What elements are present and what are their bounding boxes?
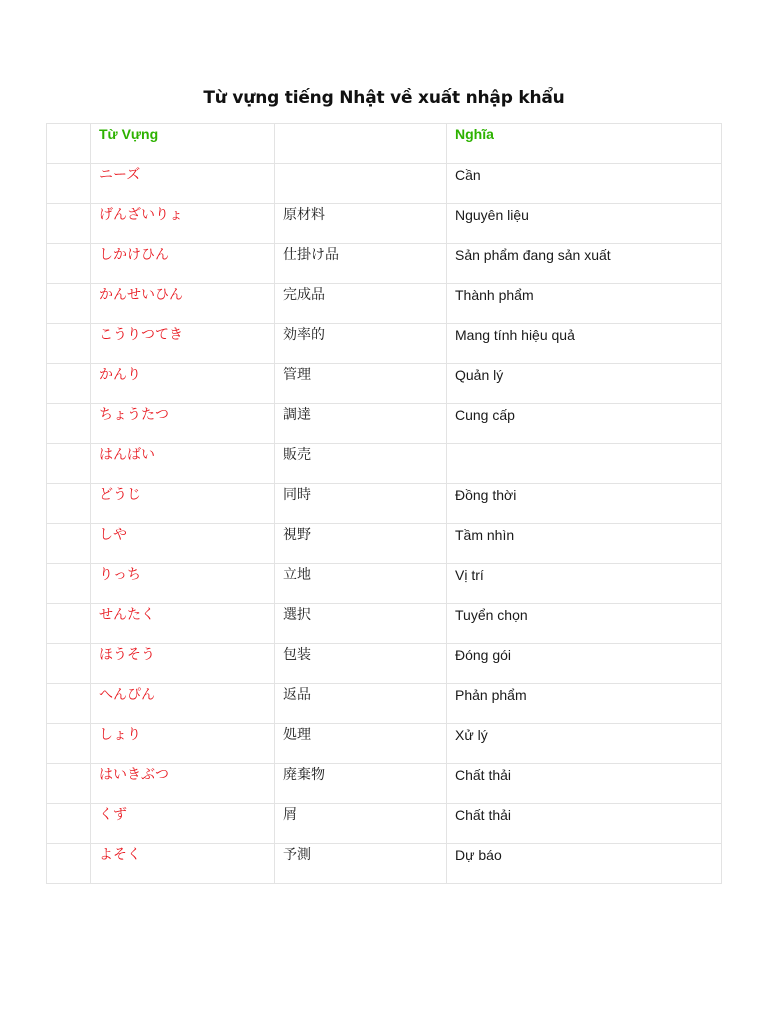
row-blank-cell (47, 764, 91, 804)
table-row (47, 844, 722, 884)
table-row (47, 804, 722, 844)
table-row (47, 324, 722, 364)
meaning-cell: Tầm nhìn (447, 524, 722, 564)
meaning-cell: Chất thải (447, 804, 722, 844)
row-blank-cell (47, 444, 91, 484)
table-row (47, 724, 722, 764)
kanji-cell: 管理 (275, 364, 447, 404)
header-cell-vocab: Từ Vựng (91, 124, 275, 164)
meaning-cell (447, 444, 722, 484)
row-blank-cell (47, 524, 91, 564)
kanji-cell: 立地 (275, 564, 447, 604)
kana-cell: ニーズ (91, 164, 275, 204)
table-row (47, 444, 722, 484)
meaning-cell: Quản lý (447, 364, 722, 404)
kana-cell: ちょうたつ (91, 404, 275, 444)
meaning-cell: Cần (447, 164, 722, 204)
table-row (47, 484, 722, 524)
meaning-cell: Đóng gói (447, 644, 722, 684)
kana-cell: かんり (91, 364, 275, 404)
vocabulary-table (46, 123, 722, 884)
row-blank-cell (47, 484, 91, 524)
row-blank-cell (47, 284, 91, 324)
table-row (47, 524, 722, 564)
table-row (47, 204, 722, 244)
page-title: Từ vựng tiếng Nhật về xuất nhập khẩu (203, 88, 565, 108)
kanji-cell: 完成品 (275, 284, 447, 324)
row-blank-cell (47, 604, 91, 644)
table-row (47, 364, 722, 404)
header-cell-meaning: Nghĩa (447, 124, 722, 164)
kanji-cell: 返品 (275, 684, 447, 724)
meaning-cell: Xử lý (447, 724, 722, 764)
kana-cell: しや (91, 524, 275, 564)
kana-cell: こうりつてき (91, 324, 275, 364)
row-blank-cell (47, 644, 91, 684)
table-row (47, 684, 722, 724)
row-blank-cell (47, 564, 91, 604)
kanji-cell: 調達 (275, 404, 447, 444)
table-row (47, 404, 722, 444)
kanji-cell: 屑 (275, 804, 447, 844)
kana-cell: しょり (91, 724, 275, 764)
kana-cell: げんざいりょ (91, 204, 275, 244)
kanji-cell: 同時 (275, 484, 447, 524)
kanji-cell (275, 164, 447, 204)
row-blank-cell (47, 844, 91, 884)
table-row (47, 164, 722, 204)
kana-cell: りっち (91, 564, 275, 604)
header-cell-kanji (275, 124, 447, 164)
kanji-cell: 選択 (275, 604, 447, 644)
table-row (47, 284, 722, 324)
kana-cell: くず (91, 804, 275, 844)
meaning-cell: Sản phẩm đang sản xuất (447, 244, 722, 284)
row-blank-cell (47, 244, 91, 284)
kana-cell: せんたく (91, 604, 275, 644)
kanji-cell: 原材料 (275, 204, 447, 244)
meaning-cell: Mang tính hiệu quả (447, 324, 722, 364)
meaning-cell: Cung cấp (447, 404, 722, 444)
kana-cell: よそく (91, 844, 275, 884)
meaning-cell: Phản phẩm (447, 684, 722, 724)
row-blank-cell (47, 684, 91, 724)
kana-cell: へんぴん (91, 684, 275, 724)
kana-cell: はんばい (91, 444, 275, 484)
meaning-cell: Dự báo (447, 844, 722, 884)
kana-cell: しかけひん (91, 244, 275, 284)
kanji-cell: 仕掛け品 (275, 244, 447, 284)
row-blank-cell (47, 804, 91, 844)
row-blank-cell (47, 204, 91, 244)
meaning-cell: Thành phẩm (447, 284, 722, 324)
kana-cell: はいきぶつ (91, 764, 275, 804)
kanji-cell: 視野 (275, 524, 447, 564)
table-row (47, 644, 722, 684)
row-blank-cell (47, 724, 91, 764)
kanji-cell: 効率的 (275, 324, 447, 364)
kanji-cell: 販売 (275, 444, 447, 484)
kanji-cell: 処理 (275, 724, 447, 764)
row-blank-cell (47, 364, 91, 404)
row-blank-cell (47, 404, 91, 444)
meaning-cell: Đồng thời (447, 484, 722, 524)
meaning-cell: Nguyên liệu (447, 204, 722, 244)
row-blank-cell (47, 324, 91, 364)
kana-cell: どうじ (91, 484, 275, 524)
table-row (47, 764, 722, 804)
kana-cell: かんせいひん (91, 284, 275, 324)
table-header-row (47, 124, 722, 164)
kanji-cell: 包装 (275, 644, 447, 684)
table-row (47, 604, 722, 644)
kanji-cell: 予測 (275, 844, 447, 884)
kana-cell: ほうそう (91, 644, 275, 684)
table-row (47, 564, 722, 604)
row-blank-cell (47, 164, 91, 204)
header-cell-blank (47, 124, 91, 164)
meaning-cell: Tuyển chọn (447, 604, 722, 644)
kanji-cell: 廃棄物 (275, 764, 447, 804)
meaning-cell: Chất thải (447, 764, 722, 804)
table-row (47, 244, 722, 284)
meaning-cell: Vị trí (447, 564, 722, 604)
